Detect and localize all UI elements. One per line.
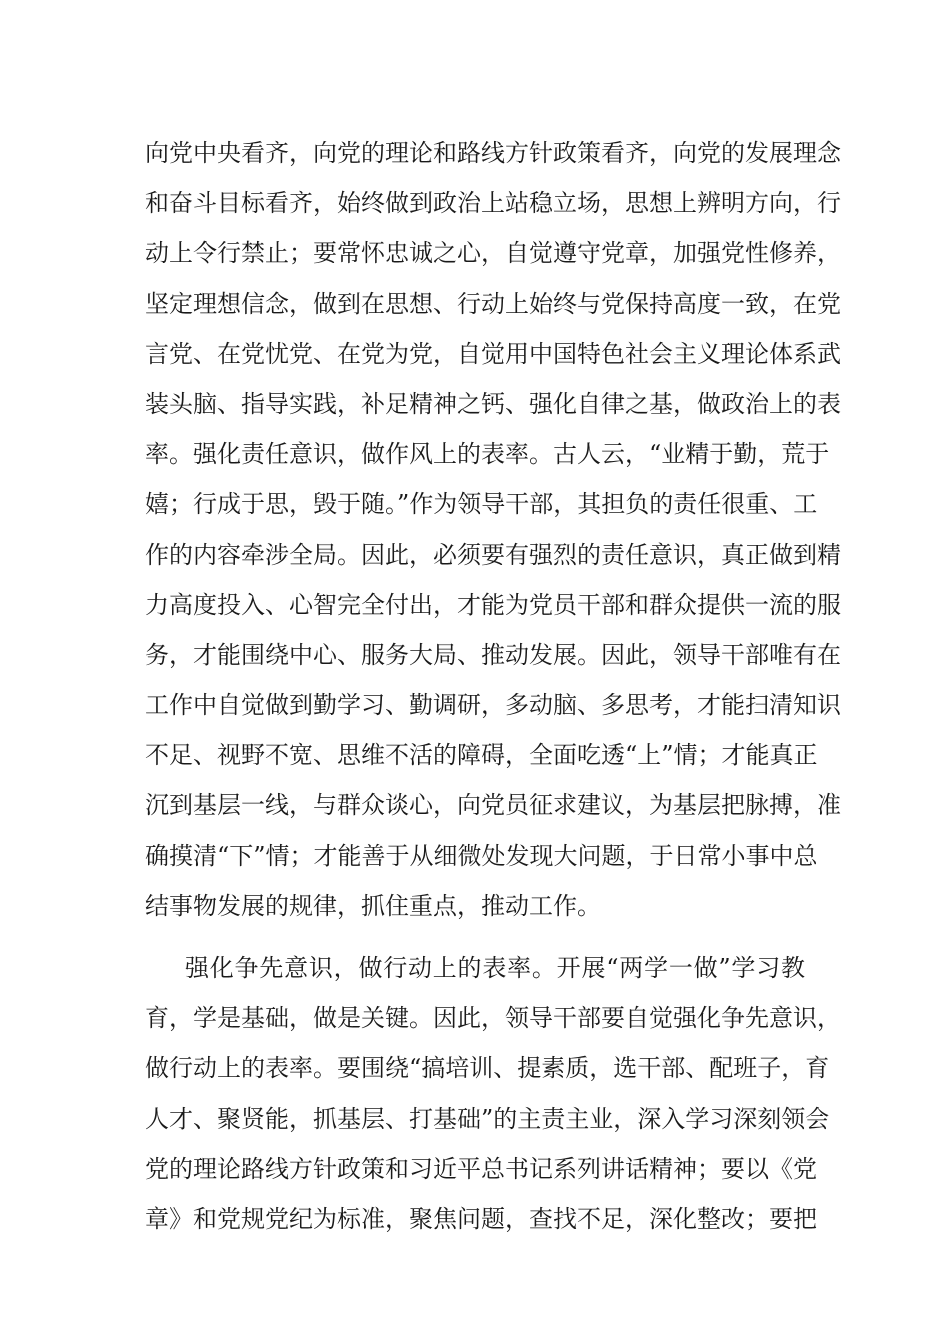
text-line: 育，学是基础，做是关键。因此，领导干部要自觉强化争先意识，	[145, 1004, 841, 1033]
text-line: 作的内容牵涉全局。因此，必须要有强烈的责任意识，真正做到精	[145, 540, 841, 569]
text-line: 沉到基层一线，与群众谈心，向党员征求建议，为基层把脉搏，准	[145, 791, 841, 820]
text-line: 结事物发展的规律，抓住重点，推动工作。	[145, 891, 601, 920]
text-line: 强化争先意识，做行动上的表率。开展“两学一做”学习教	[185, 954, 805, 982]
text-line: 嬉；行成于思，毁于随。”作为领导干部，其担负的责任很重、工	[145, 490, 818, 519]
text-line: 率。强化责任意识，做作风上的表率。古人云，“业精于勤，荒于	[145, 440, 830, 469]
text-line: 章》和党规党纪为标准，聚焦问题，查找不足，深化整改；要把	[145, 1204, 817, 1233]
text-line: 装头脑、指导实践，补足精神之钙、强化自律之基，做政治上的表	[145, 389, 841, 418]
text-line: 不足、视野不宽、思维不活的障碍，全面吃透“上”情；才能真正	[145, 741, 818, 770]
text-line: 人才、聚贤能，抓基层、打基础”的主责主业，深入学习深刻领会	[145, 1104, 830, 1133]
paragraph-spacer	[145, 931, 805, 943]
text-line: 做行动上的表率。要围绕“搞培训、提素质，选干部、配班子，育	[145, 1054, 830, 1083]
text-line: 言党、在党忧党、在党为党，自觉用中国特色社会主义理论体系武	[145, 339, 841, 368]
body-text	[145, 128, 841, 1244]
text-line: 动上令行禁止；要常怀忠诚之心，自觉遵守党章，加强党性修养，	[145, 239, 841, 268]
paragraph-1	[145, 128, 841, 931]
text-line: 工作中自觉做到勤学习、勤调研，多动脑、多思考，才能扫清知识	[145, 691, 841, 720]
text-line: 力高度投入、心智完全付出，才能为党员干部和群众提供一流的服	[145, 590, 841, 619]
text-line: 务，才能围绕中心、服务大局、推动发展。因此，领导干部唯有在	[145, 640, 841, 669]
text-line: 向党中央看齐，向党的理论和路线方针政策看齐，向党的发展理念	[145, 139, 841, 167]
text-line: 确摸清“下”情；才能善于从细微处发现大问题，于日常小事中总	[145, 841, 818, 870]
text-line: 党的理论路线方针政策和习近平总书记系列讲话精神；要以《党	[145, 1154, 817, 1183]
text-line: 和奋斗目标看齐，始终做到政治上站稳立场，思想上辨明方向，行	[145, 189, 841, 218]
text-line: 坚定理想信念，做到在思想、行动上始终与党保持高度一致，在党	[145, 289, 841, 318]
paragraph-2	[145, 943, 841, 1244]
